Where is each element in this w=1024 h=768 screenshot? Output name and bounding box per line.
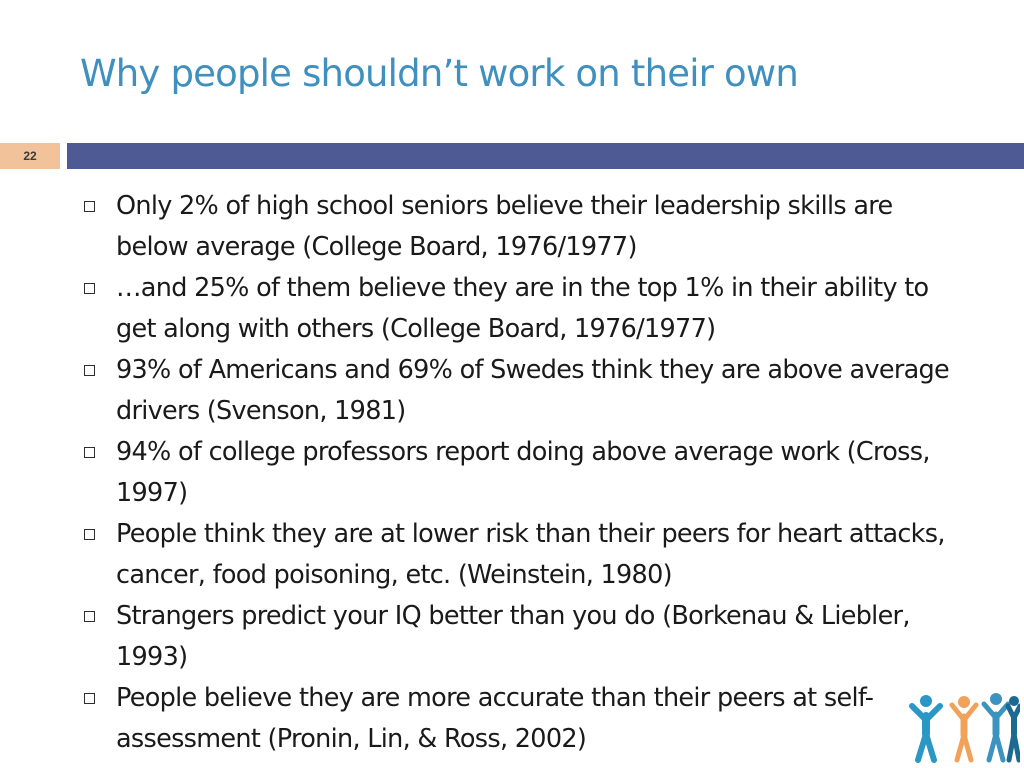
bullet-text: People believe they are more accurate than their peers at self-assessment (Pronin, Lin, & Ross, 2002) — [116, 683, 874, 754]
hollow-square-icon — [84, 529, 95, 540]
bullet-text: 94% of college professors report doing above average work (Cross, 1997) — [116, 437, 930, 508]
person-figure-light-blue — [984, 693, 1008, 760]
bullet-item — [82, 186, 962, 268]
bullet-text: People think they are at lower risk than their peers for heart attacks, cancer, food poisoning, etc. (Weinstein, 1980) — [116, 519, 945, 590]
hollow-square-icon — [84, 283, 95, 294]
bullet-item — [82, 514, 962, 596]
hollow-square-icon — [84, 611, 95, 622]
bullet-item — [82, 432, 962, 514]
hollow-square-icon — [84, 365, 95, 376]
person-figure-blue — [912, 695, 940, 760]
bullet-text: 93% of Americans and 69% of Swedes think they are above average drivers (Svenson, 1981) — [116, 355, 950, 426]
bullet-text: Strangers predict your IQ better than you do (Borkenau & Liebler, 1993) — [116, 601, 910, 672]
bullet-item — [82, 678, 962, 760]
page-number: 22 — [0, 143, 60, 169]
slide-title: Why people shouldn’t work on their own — [80, 52, 799, 95]
person-figure-dark-blue — [1008, 696, 1020, 760]
bullet-text: …and 25% of them believe they are in the top 1% in their ability to get along with others (College Board, 1976/1977) — [116, 273, 929, 344]
bullet-list — [82, 186, 962, 760]
hollow-square-icon — [84, 693, 95, 704]
bullet-item — [82, 596, 962, 678]
person-figure-orange — [952, 696, 976, 760]
hollow-square-icon — [84, 201, 95, 212]
title-rule-bar — [67, 143, 1024, 169]
people-group-logo — [908, 690, 1020, 764]
bullet-item — [82, 350, 962, 432]
hollow-square-icon — [84, 447, 95, 458]
bullet-text: Only 2% of high school seniors believe their leadership skills are below average (College Board, 1976/1977) — [116, 191, 893, 262]
bullet-item — [82, 268, 962, 350]
